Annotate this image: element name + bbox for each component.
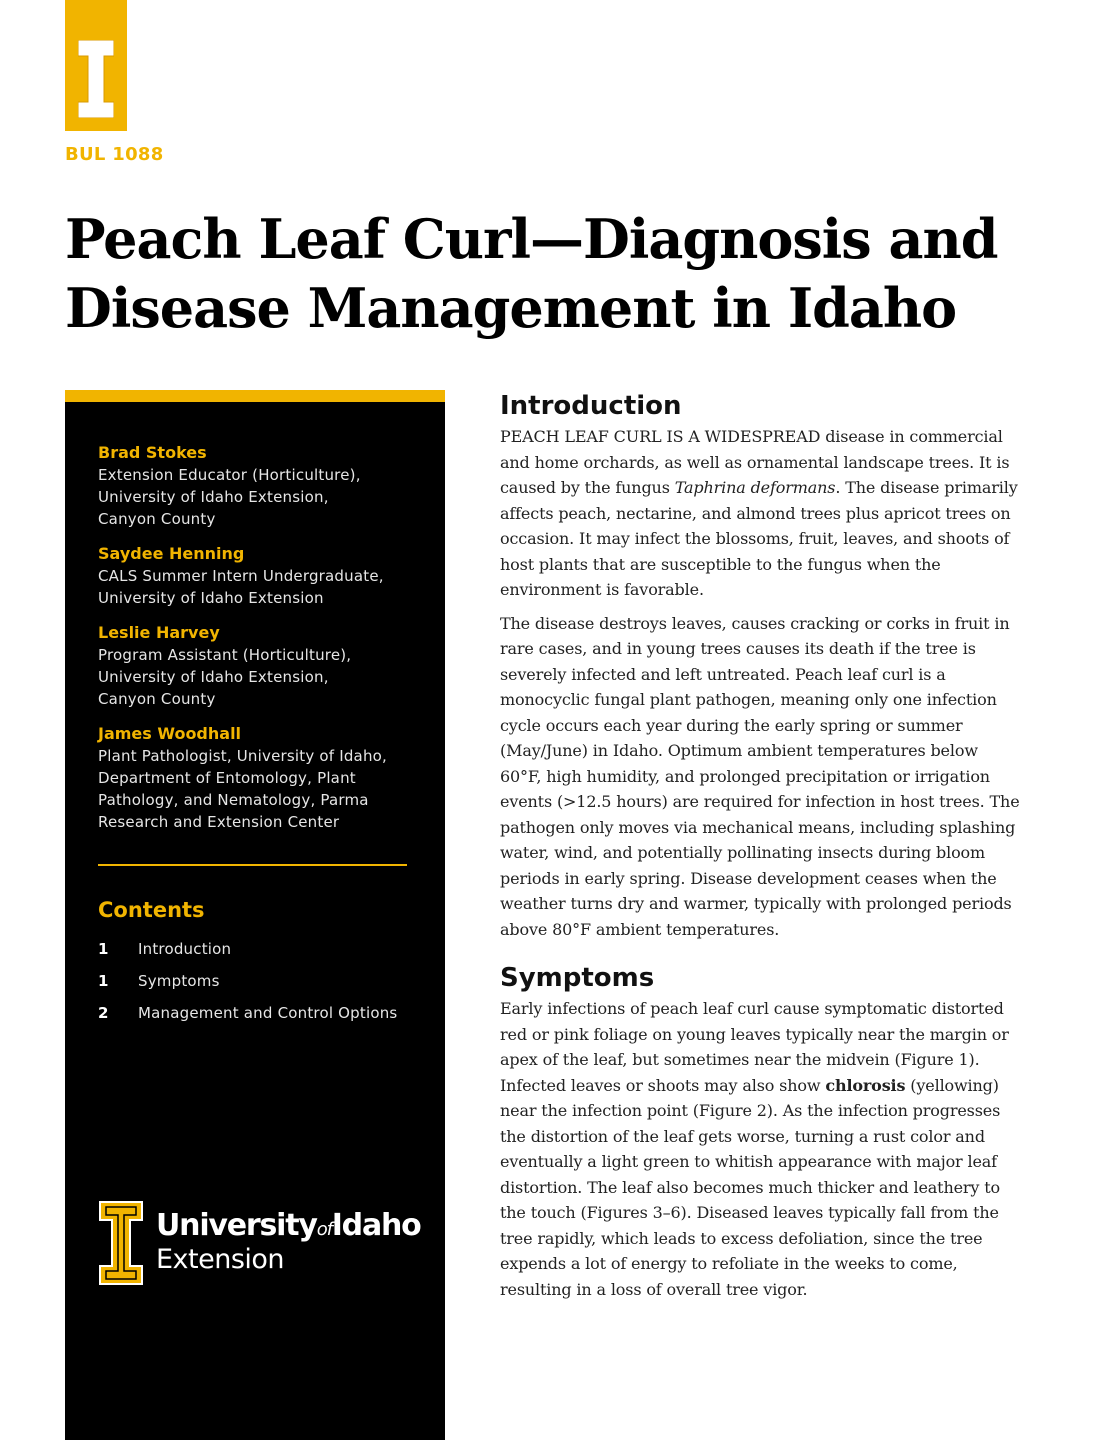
logo-word-of: of xyxy=(316,1219,332,1240)
author-name: James Woodhall xyxy=(98,724,242,743)
toc-item-introduction[interactable] xyxy=(98,933,418,965)
author-name: Leslie Harvey xyxy=(98,623,220,642)
university-extension-logo xyxy=(98,1200,421,1290)
toc-page-number: 1 xyxy=(98,940,109,958)
author-entry xyxy=(98,723,418,833)
author-name: Saydee Henning xyxy=(98,544,245,563)
author-entry xyxy=(98,622,418,710)
sidebar-accent-bar xyxy=(65,390,445,402)
toc-page-number: 1 xyxy=(98,972,109,990)
author-affiliation: University of Idaho Extension, xyxy=(98,668,329,686)
section-introduction xyxy=(500,388,1020,942)
text-run: (yellowing) near the infection point (Figure 2). As the infection progresses the distortion of the leaf gets worse, turning a rust color and eventually a light green to whitish appearance with major leaf distortion. The leaf also becomes much thicker and leathery to the touch (Figures 3–6). Diseased leaves typically fall from the tree rapidly, which leads to excess defoliation, since the tree expends a lot of energy to refoliate in the weeks to come, resulting in a loss of overall tree vigor. xyxy=(500,1075,1001,1299)
main-content xyxy=(500,388,1020,1302)
author-affiliation: Extension Educator (Horticulture), xyxy=(98,466,361,484)
table-of-contents xyxy=(98,933,418,1029)
author-affiliation: Department of Entomology, Plant xyxy=(98,769,356,787)
key-term: chlorosis xyxy=(825,1075,906,1095)
author-affiliation: Research and Extension Center xyxy=(98,813,340,831)
author-entry xyxy=(98,543,418,609)
toc-label: Symptoms xyxy=(138,972,220,990)
toc-label: Introduction xyxy=(138,940,232,958)
paragraph: The disease destroys leaves, causes cracking or corks in fruit in rare cases, and in young trees causes its death if the tree is severely infected and left untreated. Peach leaf curl is a monocyclic fungal plant pathogen, meaning only one infection cycle occurs each year during the early spring or summer (May/June) in Idaho. Optimum ambient temperatures below 60°F, high humidity, and prolonged precipitation or irrigation events (>12.5 hours) are required for infection in host trees. The pathogen only moves via mechanical means, including splashing water, wind, and potentially pollinating insects during bloom periods in early spring. Disease development ceases when the weather turns dry and warmer, typically with prolonged periods above 80°F ambient temperatures. xyxy=(500,613,1020,939)
logo-word-idaho: Idaho xyxy=(331,1208,421,1243)
section-heading: Symptoms xyxy=(500,963,655,993)
logo-word-university: University xyxy=(156,1208,317,1243)
logo-wordmark xyxy=(156,1208,421,1243)
toc-item-management[interactable] xyxy=(98,997,418,1029)
sidebar xyxy=(65,390,445,1440)
author-affiliation: University of Idaho Extension, xyxy=(98,488,329,506)
author-entry xyxy=(98,442,418,530)
paragraph xyxy=(500,424,1020,603)
section-heading: Introduction xyxy=(500,391,682,421)
author-name: Brad Stokes xyxy=(98,443,207,462)
toc-page-number: 2 xyxy=(98,1004,109,1022)
page-title xyxy=(65,205,1065,343)
section-symptoms xyxy=(500,960,1020,1302)
author-affiliation: Plant Pathologist, University of Idaho, xyxy=(98,747,388,765)
author-affiliation: Canyon County xyxy=(98,690,216,708)
toc-item-symptoms[interactable] xyxy=(98,965,418,997)
text-run: Early infections of peach leaf curl cause symptomatic distorted red or pink foliage on young leaves typically near the margin or apex of the leaf, but sometimes near the midvein (Figure 1). Infected leaves or shoots may also show xyxy=(500,999,1009,1095)
contents-heading: Contents xyxy=(98,898,205,922)
paragraph xyxy=(500,996,1020,1302)
university-i-icon xyxy=(98,1200,144,1286)
author-affiliation: Canyon County xyxy=(98,510,216,528)
bulletin-number: BUL 1088 xyxy=(65,144,164,165)
toc-label: Management and Control Options xyxy=(138,1004,398,1022)
author-affiliation: Program Assistant (Horticulture), xyxy=(98,646,352,664)
author-list xyxy=(98,442,418,846)
author-affiliation: Pathology, and Nematology, Parma xyxy=(98,791,369,809)
university-i-logo-block xyxy=(65,0,127,131)
species-name: Taphrina deformans xyxy=(674,478,836,497)
title-line-1: Peach Leaf Curl—Diagnosis and xyxy=(65,207,998,271)
text-run: PEACH LEAF CURL IS A WIDESPREAD disease in commercial and home orchards, as well as ornamental landscape trees. It is caused by the fungus xyxy=(500,427,1010,497)
author-affiliation: University of Idaho Extension xyxy=(98,589,324,607)
university-i-icon xyxy=(78,40,114,118)
title-line-2: Disease Management in Idaho xyxy=(65,276,957,340)
author-affiliation: CALS Summer Intern Undergraduate, xyxy=(98,567,384,585)
divider xyxy=(98,864,407,866)
text-run: . The disease primarily affects peach, nectarine, and almond trees plus apricot trees on occasion. It may infect the blossoms, fruit, leaves, and shoots of host plants that are susceptible to the fungus when the environment is favorable. xyxy=(500,478,1018,599)
logo-word-extension: Extension xyxy=(156,1244,285,1275)
